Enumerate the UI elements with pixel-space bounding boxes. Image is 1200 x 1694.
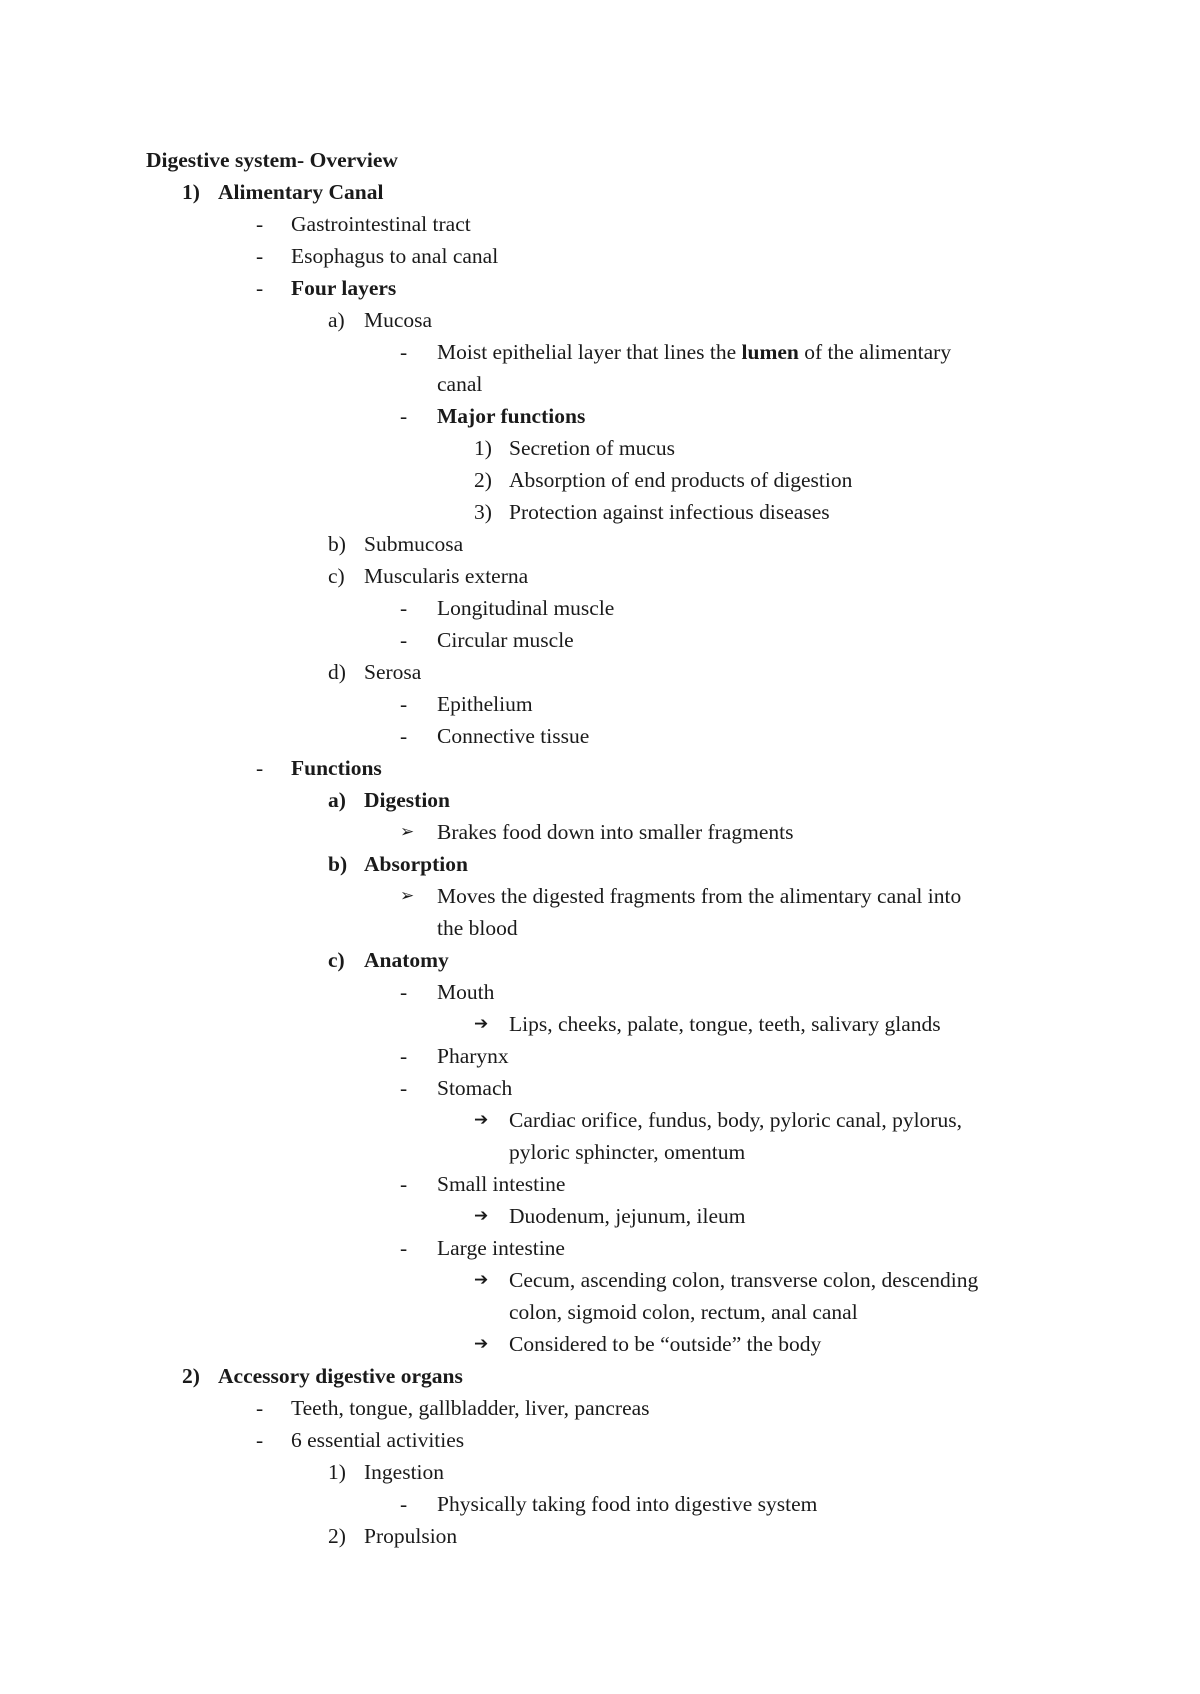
dash-bullet: -: [400, 1044, 408, 1068]
subheading: Major functions: [437, 404, 586, 428]
bold-term: lumen: [741, 340, 799, 364]
dash-bullet: -: [400, 1236, 408, 1260]
list-item: Gastrointestinal tract: [291, 212, 471, 236]
paragraph-line: canal: [437, 372, 483, 396]
list-item: Anatomy: [364, 948, 449, 972]
list-letter: c): [328, 564, 345, 588]
dash-bullet: -: [256, 1396, 264, 1420]
list-item-continuation: the blood: [437, 916, 518, 940]
list-item: Serosa: [364, 660, 422, 684]
list-item: Stomach: [437, 1076, 513, 1100]
list-item: Physically taking food into digestive system: [437, 1492, 818, 1516]
list-item: Secretion of mucus: [509, 436, 675, 460]
list-item: Small intestine: [437, 1172, 566, 1196]
list-item: Brakes food down into smaller fragments: [437, 820, 794, 844]
list-item: Ingestion: [364, 1460, 445, 1484]
list-number: 1): [328, 1460, 346, 1484]
list-item: Digestion: [364, 788, 450, 812]
dash-bullet: -: [256, 244, 264, 268]
list-item: Mouth: [437, 980, 495, 1004]
dash-bullet: -: [400, 628, 408, 652]
list-item: Cecum, ascending colon, transverse colon, descending: [509, 1268, 979, 1292]
list-item-continuation: pyloric sphincter, omentum: [509, 1140, 746, 1164]
dash-bullet: -: [400, 340, 408, 364]
list-item: Propulsion: [364, 1524, 458, 1548]
dash-bullet: -: [400, 724, 408, 748]
list-item-continuation: colon, sigmoid colon, rectum, anal canal: [509, 1300, 858, 1324]
dash-bullet: -: [400, 1076, 408, 1100]
arrow-bullet-icon: ➔: [474, 1110, 489, 1130]
list-item: Teeth, tongue, gallbladder, liver, pancreas: [291, 1396, 650, 1420]
arrow-bullet-icon: ➔: [474, 1014, 489, 1034]
list-item: Moves the digested fragments from the alimentary canal into: [437, 884, 962, 908]
list-item: Submucosa: [364, 532, 464, 556]
dash-bullet: -: [400, 1172, 408, 1196]
dash-bullet: -: [400, 980, 408, 1004]
list-number: 1): [474, 436, 492, 460]
list-item: Pharynx: [437, 1044, 509, 1068]
list-item: Connective tissue: [437, 724, 590, 748]
chevron-bullet-icon: ➢: [400, 886, 415, 906]
list-item: Large intestine: [437, 1236, 565, 1260]
list-number: 2): [474, 468, 492, 492]
list-letter: b): [328, 852, 348, 876]
subheading: Four layers: [291, 276, 397, 300]
list-item: Absorption of end products of digestion: [509, 468, 853, 492]
dash-bullet: -: [400, 596, 408, 620]
section-number: 2): [182, 1364, 200, 1388]
list-item: Protection against infectious diseases: [509, 500, 830, 524]
list-item: Longitudinal muscle: [437, 596, 615, 620]
dash-bullet: -: [256, 1428, 264, 1452]
paragraph-line: Moist epithelial layer that lines the lumen of the alimentary: [437, 340, 952, 364]
list-number: 3): [474, 500, 492, 524]
arrow-bullet-icon: ➔: [474, 1206, 489, 1226]
dash-bullet: -: [256, 756, 264, 780]
arrow-bullet-icon: ➔: [474, 1334, 489, 1354]
dash-bullet: -: [400, 404, 408, 428]
list-letter: d): [328, 660, 346, 684]
chevron-bullet-icon: ➢: [400, 822, 415, 842]
section-heading: Accessory digestive organs: [218, 1364, 463, 1388]
list-item: Muscularis externa: [364, 564, 529, 588]
arrow-bullet-icon: ➔: [474, 1270, 489, 1290]
list-item: Duodenum, jejunum, ileum: [509, 1204, 746, 1228]
list-item: Mucosa: [364, 308, 433, 332]
dash-bullet: -: [256, 276, 264, 300]
section-heading: Alimentary Canal: [218, 180, 384, 204]
dash-bullet: -: [256, 212, 264, 236]
list-letter: c): [328, 948, 345, 972]
list-letter: a): [328, 788, 346, 812]
list-item: Considered to be “outside” the body: [509, 1332, 822, 1356]
dash-bullet: -: [400, 1492, 408, 1516]
list-letter: a): [328, 308, 345, 332]
list-item: Circular muscle: [437, 628, 574, 652]
list-item: Esophagus to anal canal: [291, 244, 499, 268]
list-item: 6 essential activities: [291, 1428, 465, 1452]
section-number: 1): [182, 180, 200, 204]
document-title: Digestive system- Overview: [146, 148, 398, 172]
list-item: Cardiac orifice, fundus, body, pyloric canal, pylorus,: [509, 1108, 962, 1132]
dash-bullet: -: [400, 692, 408, 716]
list-number: 2): [328, 1524, 346, 1548]
list-letter: b): [328, 532, 346, 556]
list-item: Absorption: [364, 852, 468, 876]
list-item: Epithelium: [437, 692, 533, 716]
list-item: Lips, cheeks, palate, tongue, teeth, salivary glands: [509, 1012, 941, 1036]
subheading: Functions: [291, 756, 382, 780]
